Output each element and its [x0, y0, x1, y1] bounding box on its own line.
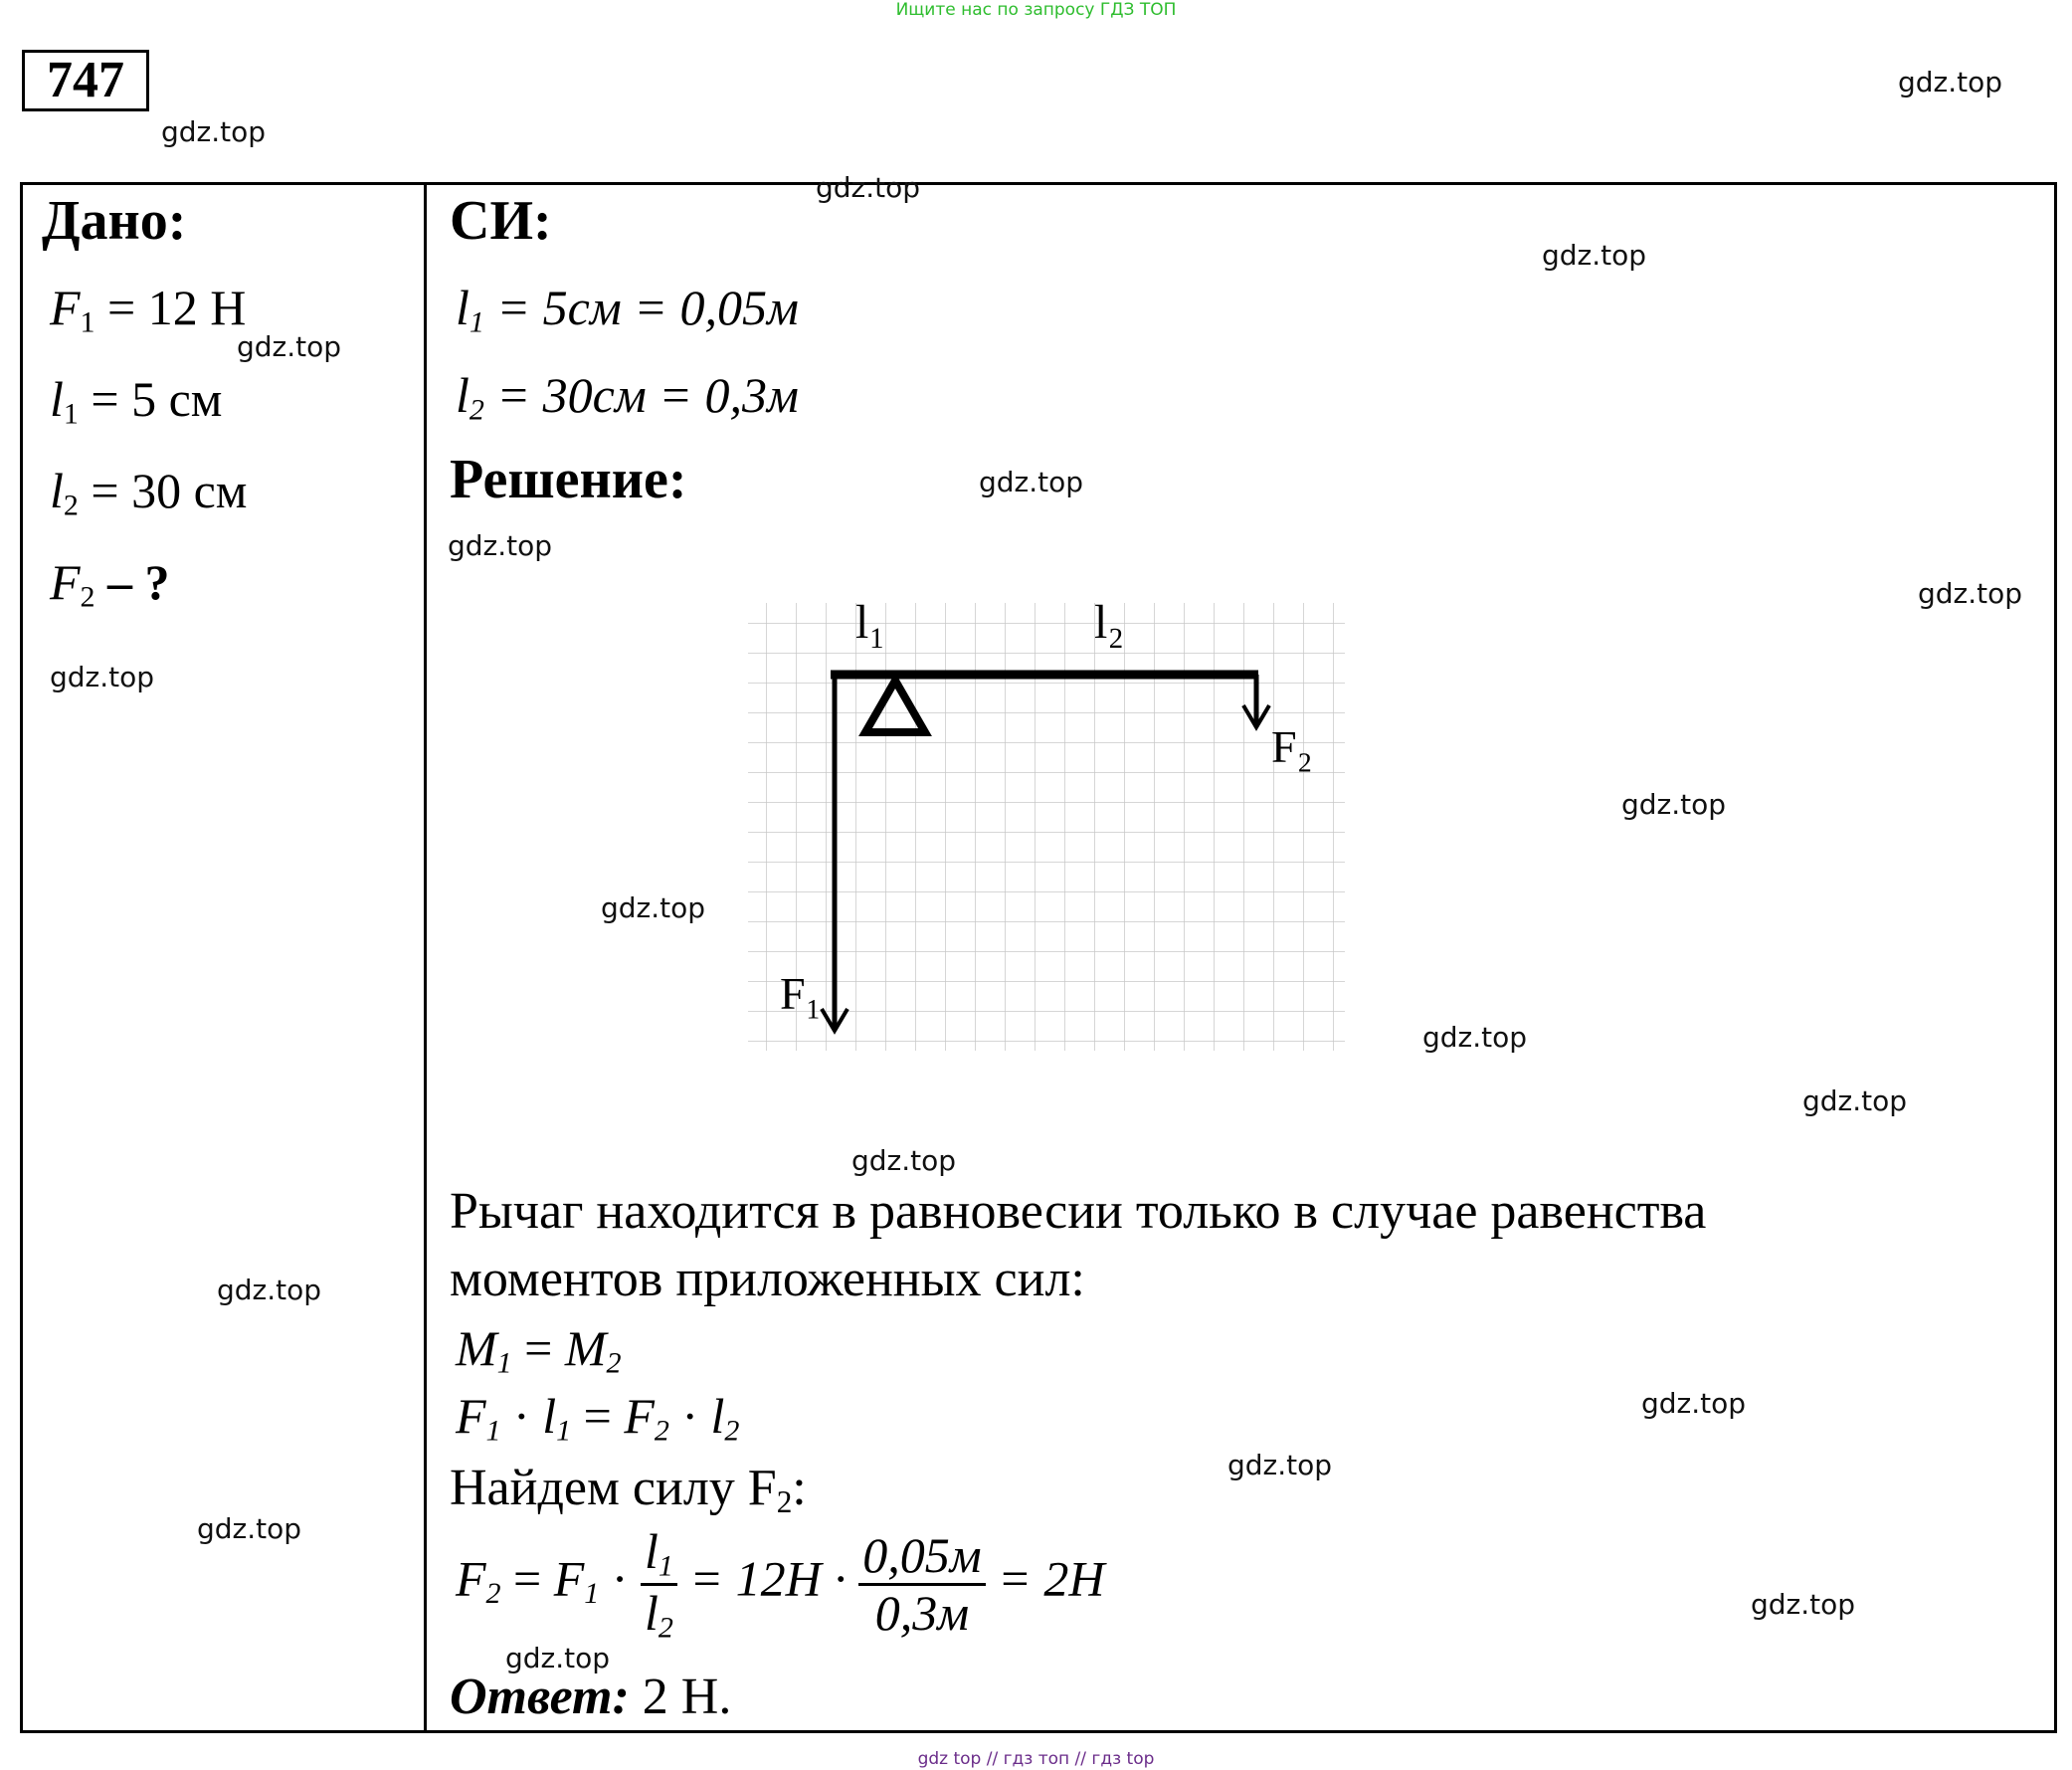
- watermark: gdz.top: [1227, 1449, 1333, 1481]
- top-banner[interactable]: Ищите нас по запросу ГДЗ ТОП: [895, 0, 1177, 20]
- si-l2: $l_2 = 30см = 0,3м$: [456, 367, 799, 427]
- watermark: gdz.top: [237, 330, 342, 363]
- watermark: gdz.top: [979, 466, 1084, 498]
- watermark: gdz.top: [50, 661, 155, 693]
- fraction-values: $\frac{0,05м}{0,3м}$: [858, 1528, 985, 1641]
- watermark: gdz.top: [1898, 66, 2003, 98]
- given-l1: $l_1 = 5$ см: [50, 371, 223, 431]
- equation-moments: $M_1 = M_2$: [456, 1320, 622, 1380]
- given-f1: $F_1 = 12$ Н: [50, 280, 247, 339]
- watermark: gdz.top: [1641, 1387, 1747, 1420]
- watermark: gdz.top: [1542, 239, 1647, 272]
- fraction-lengths: $\frac{l_1}{l_2}$: [641, 1524, 677, 1644]
- si-l1: $l_1 = 5см = 0,05м$: [456, 280, 799, 339]
- watermark: gdz.top: [448, 529, 553, 562]
- label-l2: l₂: [1094, 596, 1125, 649]
- given-l2: $l_2 = 30$ см: [50, 463, 248, 522]
- watermark: gdz.top: [217, 1274, 322, 1306]
- watermark: gdz.top: [1621, 788, 1727, 821]
- watermark: gdz.top: [1422, 1021, 1528, 1054]
- find-force-line: Найдем силу $F_2$:: [450, 1460, 807, 1519]
- watermark: gdz.top: [816, 171, 921, 204]
- explanation-line-2: моментов приложенных сил:: [450, 1251, 1085, 1307]
- watermark: gdz.top: [197, 1512, 302, 1545]
- equation-result: $F_2 = F_1$ · $\frac{l_1}{l_2}$ = 12Н · $\frac{0,05м}{0,3м}$ = 2Н: [456, 1523, 1105, 1644]
- label-f2: F₂: [1271, 721, 1313, 772]
- task-number: 747: [22, 50, 149, 111]
- si-heading: СИ:: [450, 190, 552, 252]
- footer-links[interactable]: gdz top // гдз топ // гдз top: [917, 1749, 1155, 1769]
- equation-forces: $F_1 \cdot l_1 = F_2 \cdot l_2$: [456, 1388, 740, 1448]
- given-heading: Дано:: [42, 190, 187, 252]
- watermark: gdz.top: [1918, 577, 2023, 610]
- answer-line: Ответ: 2 Н.: [450, 1669, 732, 1725]
- watermark: gdz.top: [161, 115, 267, 148]
- watermark: gdz.top: [1802, 1084, 1908, 1117]
- label-f1: F₁: [780, 968, 822, 1019]
- watermark: gdz.top: [505, 1642, 611, 1674]
- watermark: gdz.top: [1751, 1588, 1856, 1621]
- watermark: gdz.top: [851, 1144, 957, 1177]
- lever-diagram: [676, 593, 1353, 1061]
- label-l1: l₁: [855, 596, 886, 649]
- column-divider: [424, 182, 427, 1733]
- explanation-line-1: Рычаг находится в равновесии только в случае равенства: [450, 1183, 1707, 1240]
- watermark: gdz.top: [601, 891, 706, 924]
- solution-heading: Решение:: [450, 449, 687, 510]
- given-f2-unknown: $F_2$ – ?: [50, 554, 170, 614]
